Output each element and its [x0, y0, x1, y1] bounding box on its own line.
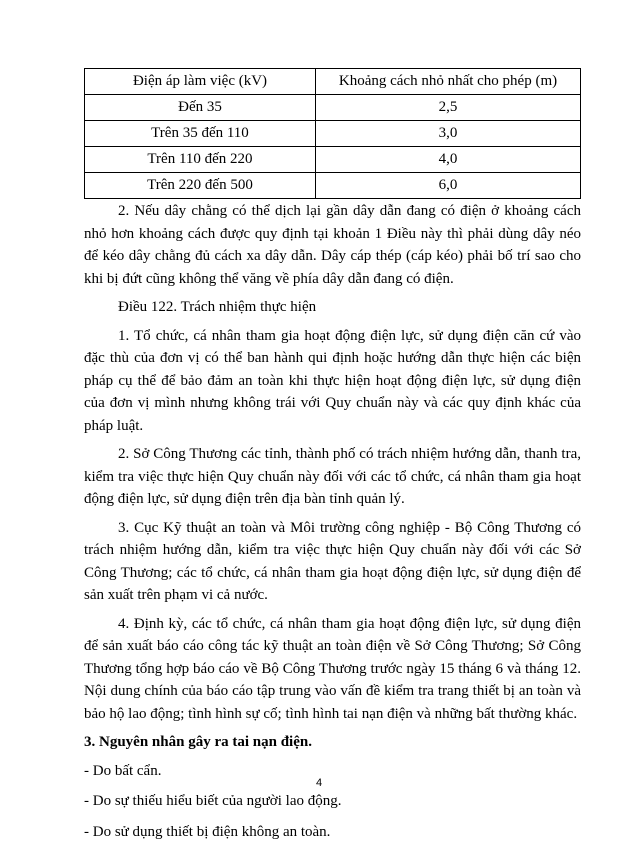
article-122-title: Điều 122. Trách nhiệm thực hiện — [118, 299, 317, 315]
list-item: - Do sự thiếu hiểu biết của người lao động. — [84, 793, 342, 809]
table-cell-voltage: Trên 220 đến 500 — [85, 173, 316, 199]
table-row — [85, 121, 581, 147]
document-body — [84, 200, 581, 851]
table-row — [85, 173, 581, 199]
table-header-voltage: Điện áp làm việc (kV) — [85, 69, 316, 95]
table-row — [85, 147, 581, 173]
table-row — [85, 95, 581, 121]
table-cell-voltage: Trên 110 đến 220 — [85, 147, 316, 173]
paragraph-responsibility-4: 4. Định kỳ, các tổ chức, cá nhân tham gia hoạt động điện lực, sử dụng điện để sản xuất báo cáo công tác kỹ thuật an toàn điện về Sở Công Thương; Sở Công Thương tổng hợp báo cáo về Bộ Công Thương trước ngày 15 tháng 6 và tháng 12. Nội dung chính của báo cáo tập trung vào vấn đề kiểm tra trang thiết bị an toàn và bảo hộ lao động; tình hình sự cố; tình hình tai nạn điện và những bất thường khác. — [84, 615, 581, 722]
table-cell-distance: 3,0 — [316, 121, 581, 147]
table-cell-distance: 4,0 — [316, 147, 581, 173]
table-cell-distance: 6,0 — [316, 173, 581, 199]
paragraph-guy-wire: 2. Nếu dây chằng có thể dịch lại gần dây dẫn đang có điện ở khoảng cách nhỏ hơn khoảng cách được quy định tại khoản 1 Điều này thì phải dùng dây néo để kéo dây chằng đủ cách xa dây dẫn. Dây cáp thép (cáp kéo) phải bố trí sao cho khi bị đứt cũng không thể văng về phía dây dẫn đang có điện. — [84, 203, 581, 287]
list-item: - Do sử dụng thiết bị điện không an toàn. — [84, 823, 331, 840]
paragraph-responsibility-3: 3. Cục Kỹ thuật an toàn và Môi trường công nghiệp - Bộ Công Thương có trách nhiệm hướng dẫn, kiểm tra việc thực hiện Quy chuẩn này đối với các Sở Công Thương; các tổ chức, cá nhân tham gia hoạt động điện lực, sử dụng điện để sản xuất trên phạm vi cả nước. — [84, 519, 581, 603]
section-heading: 3. Nguyên nhân gây ra tai nạn điện. — [84, 734, 312, 750]
table-cell-distance: 2,5 — [316, 95, 581, 121]
clearance-table — [84, 68, 581, 199]
table-header-distance: Khoảng cách nhỏ nhất cho phép (m) — [316, 69, 581, 95]
paragraph-responsibility-1: 1. Tổ chức, cá nhân tham gia hoạt động điện lực, sử dụng điện căn cứ vào đặc thù của đơn vị có thể ban hành qui định hoặc hướng dẫn thực hiện các biện pháp cụ thể để bảo đảm an toàn khi thực hiện hoạt động điện lực, sử dụng điện của đơn vị mình nhưng không trái với Quy chuẩn này và các quy định khác của pháp luật. — [84, 327, 581, 434]
page-number: 4 — [315, 777, 323, 789]
table-header-row — [85, 69, 581, 95]
table-cell-voltage: Trên 35 đến 110 — [85, 121, 316, 147]
paragraph-responsibility-2: 2. Sở Công Thương các tỉnh, thành phố có trách nhiệm hướng dẫn, thanh tra, kiểm tra việc thực hiện Quy chuẩn này đối với các tổ chức, cá nhân tham gia hoạt động điện lực, sử dụng điện trên địa bàn tỉnh quản lý. — [84, 446, 581, 507]
table-cell-voltage: Đến 35 — [85, 95, 316, 121]
list-item: - Do bất cẩn. — [84, 762, 162, 779]
